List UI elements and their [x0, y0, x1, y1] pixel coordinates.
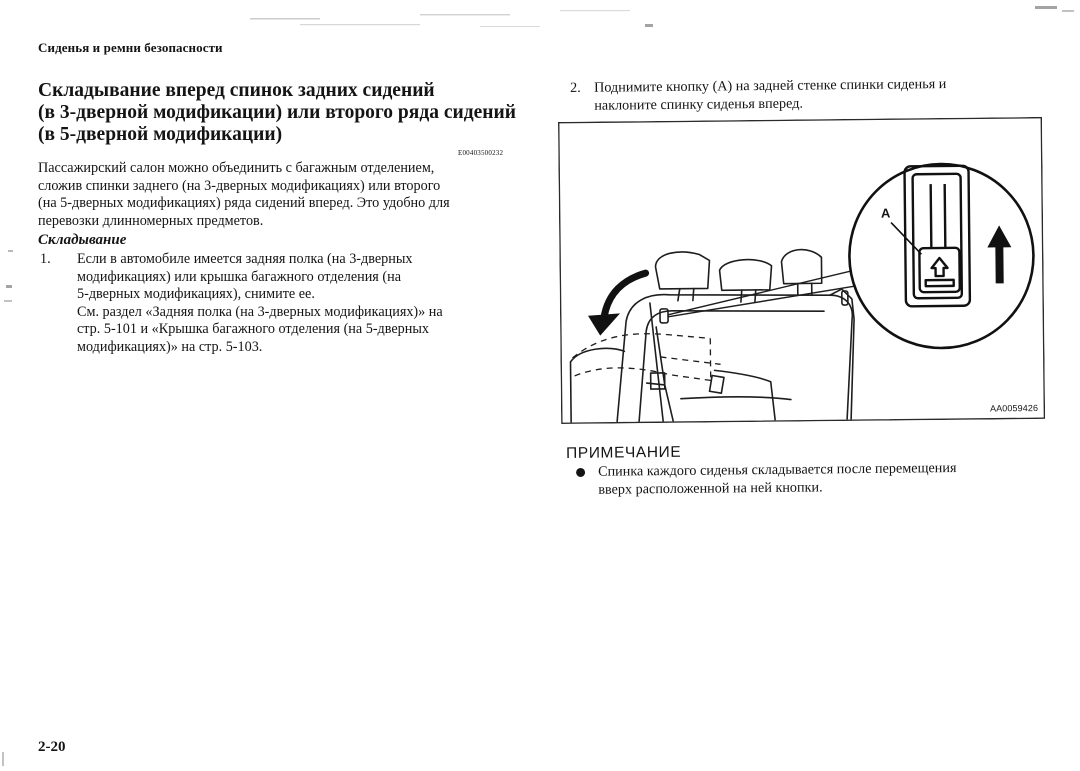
- seat-illustration: [558, 117, 1045, 424]
- step-number: 1.: [40, 251, 51, 267]
- step-1: [40, 251, 520, 357]
- intro-paragraph: [38, 160, 524, 230]
- step-line: модификациях)» на стр. 5-103.: [77, 338, 263, 355]
- title-line-3: (в 5-дверной модификации): [38, 124, 283, 145]
- intro-line: (на 5-дверных модификациях) ряда сидений вперед. Это удобно для: [38, 195, 450, 212]
- note-item: [576, 459, 1026, 499]
- note-heading: ПРИМЕЧАНИЕ: [566, 443, 682, 462]
- intro-line: перевозки длинномерных предметов.: [38, 212, 264, 229]
- figure-code: AA0059426: [990, 402, 1039, 414]
- step-line: наклоните спинку сиденья вперед.: [594, 95, 804, 114]
- section-title: [38, 80, 538, 146]
- step-line: См. раздел «Задняя полка (на 3-дверных модификациях)» на: [77, 303, 443, 320]
- section-header: Сиденья и ремни безопасности: [38, 40, 223, 55]
- intro-line: Пассажирский салон можно объединить с багажным отделением,: [38, 160, 435, 176]
- seat-fold-drawing: [558, 117, 1045, 424]
- subheading: Складывание: [38, 232, 127, 248]
- title-line-2: (в 3-дверной модификации) или второго ряда сидений: [38, 102, 516, 123]
- document-code: E00403500232: [458, 149, 504, 157]
- note-line: Спинка каждого сиденья складывается после перемещения: [597, 460, 957, 480]
- step-line: 5-дверных модификациях), снимите ее.: [77, 286, 315, 303]
- step-line: стр. 5-101 и «Крышка багажного отделения (на 5-дверных: [77, 321, 429, 338]
- step-line: Поднимите кнопку (А) на задней стенке спинки сиденья и: [593, 76, 947, 96]
- step-line: модификациях) или крышка багажного отделения (на: [77, 268, 401, 285]
- label-a: A: [880, 205, 891, 221]
- page-number: 2-20: [38, 739, 66, 755]
- step-line: Если в автомобиле имеется задняя полка (на 3-дверных: [77, 251, 413, 267]
- bullet-icon: [576, 468, 585, 477]
- title-line-1: Складывание вперед спинок задних сидений: [38, 80, 435, 101]
- note-line: вверх расположенной на ней кнопки.: [598, 479, 823, 498]
- intro-line: сложив спинки заднего (на 3-дверных модификациях) или второго: [38, 177, 441, 194]
- step-2: [570, 75, 1030, 115]
- step-number: 2.: [570, 79, 581, 96]
